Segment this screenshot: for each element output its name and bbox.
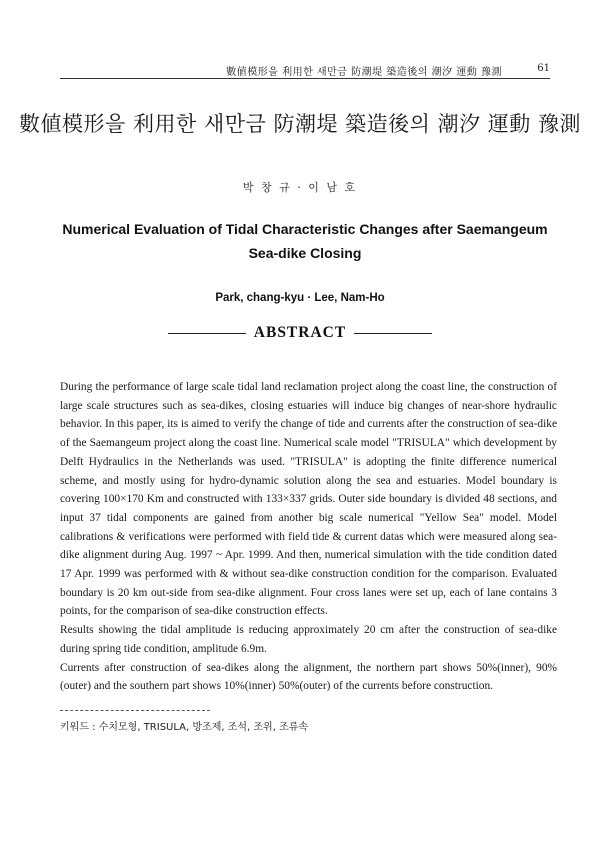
running-head-title: 數値模形을 利用한 새만금 防潮堤 築造後의 潮汐 運動 豫測 xyxy=(226,67,502,78)
abstract-paragraph: During the performance of large scale tidal land reclamation project along the coast line, the construction of large scale structures such as sea-dikes, closing estuaries will induce big changes of near-shore hydraulic behavior. In this paper, its is aimed to verify the change of tide and currents after the construction of sea-dike of the Saemangeum project along the coast line. Numerical scale model "TRISULA" which development by Delft Hydraulics in the Netherlands was used. "TRISULA" is adopting the finite difference numerical scheme, and mostly using for hydro-dynamic solution along the sea and estuaries. Model boundary is covering 100×170 Km and constructed with 133×337 grids. Outer side boundary is divided 48 sections, and input 37 tidal components are gained from another big scale numerical "Yellow Sea" model. Model calibrations & verifications were performed with field tide & current datas which were measured along sea-dike alignment during Aug. 1997 ~ Apr. 1999. And then, numerical simulation with the tide condition dated 17 Apr. 1999 was performed with & without sea-dike construction condition for the comparison. Evaluated boundary is 20 km out-side from sea-dike alignment. Four cross lanes were set up, each of lane contains 3 points, for the comparison of sea-dike construction effects. xyxy=(60,381,557,618)
english-title: Numerical Evaluation of Tidal Characteristic Changes after Saemangeum Sea-dike Closing xyxy=(62,221,548,261)
keywords: 키워드 : 수치모형, TRISULA, 방조제, 조석, 조위, 조류속 xyxy=(60,722,309,733)
footnote-rule xyxy=(60,710,210,711)
running-head-rule xyxy=(60,78,550,79)
english-authors: Park, chang-kyu · Lee, Nam-Ho xyxy=(215,292,385,304)
korean-title: 數値模形을 利用한 새만금 防潮堤 築造後의 潮汐 運動 豫測 xyxy=(19,112,581,136)
abstract-paragraph: Results showing the tidal amplitude is reducing approximately 20 cm after the construction of sea-dike during spring tide condition, amplitude 6.9m. xyxy=(60,624,557,655)
abstract-rule-right xyxy=(354,333,432,334)
abstract-label: ABSTRACT xyxy=(253,324,347,341)
abstract-paragraph: Currents after construction of sea-dikes along the alignment, the northern part shows 50%(inner), 90%(outer) and the southern part shows 10%(inner) 50%(outer) of the currents before construction. xyxy=(60,661,557,693)
abstract-heading xyxy=(0,322,600,344)
page-number: 61 xyxy=(537,63,550,74)
abstract-rule-left xyxy=(168,333,246,334)
korean-authors: 박 창 규 · 이 남 호 xyxy=(242,181,358,194)
abstract-body xyxy=(60,378,557,696)
